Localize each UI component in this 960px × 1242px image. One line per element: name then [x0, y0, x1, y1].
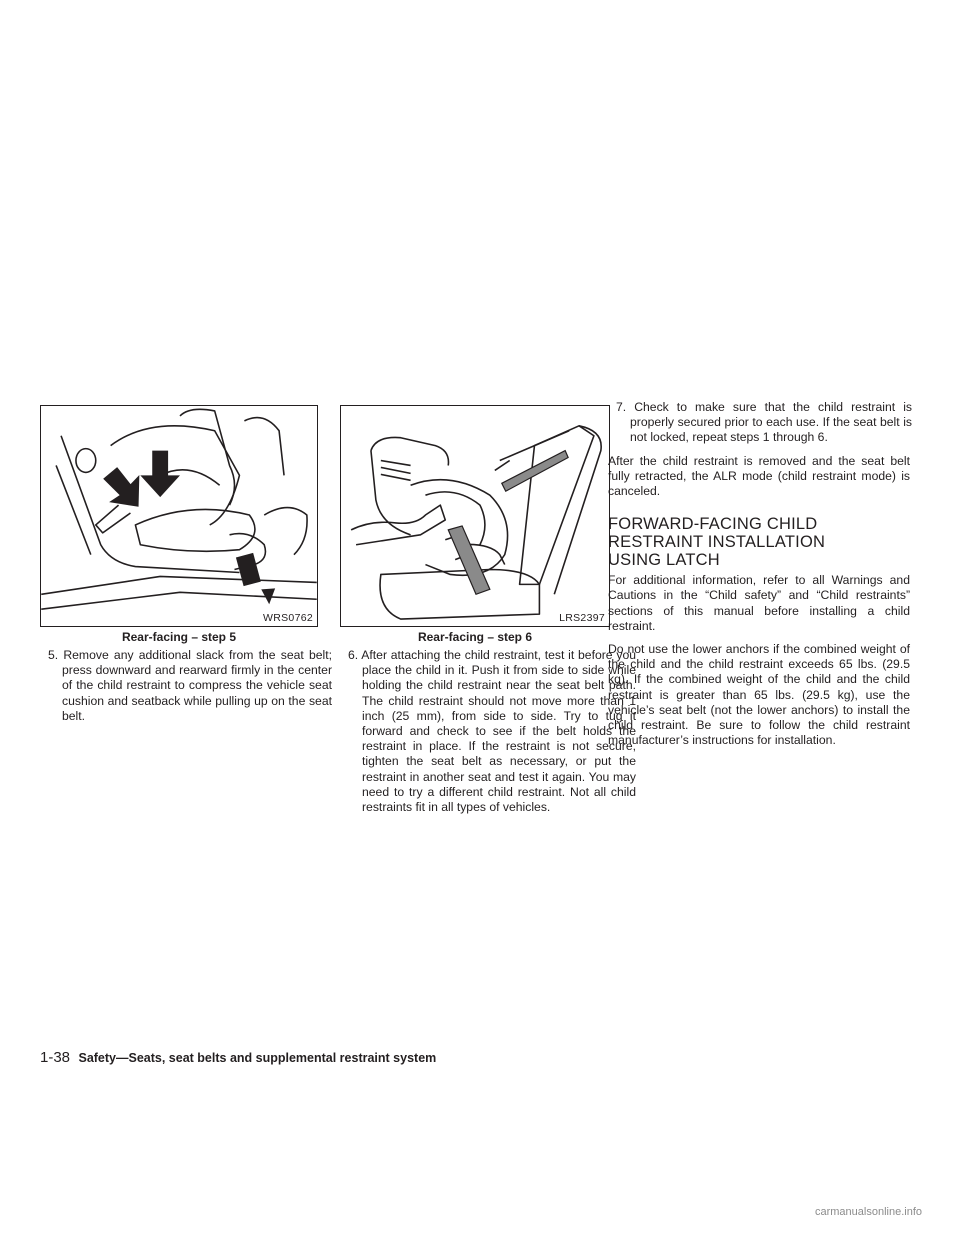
figure-rear-facing-step-6 — [340, 405, 610, 627]
seat-belt-illustration — [41, 406, 317, 626]
figure-code: LRS2397 — [559, 612, 605, 624]
left-column — [40, 405, 340, 724]
footer-section-title: Safety—Seats, seat belts and supplemental restraint system — [78, 1051, 437, 1065]
step-6-text: 6. After attaching the child restraint, test it before you place the child in it. Push it from side to side while holding the child restraint near the seat belt path. The child restraint should not move more than 1 inch (25 mm), from side to side. Try to tug it forward and check to see if the belt holds the restraint in place. If the restraint is not secure, tighten the seat belt as necessary, or put the restraint in another seat and test it again. You may need to try a different child restraint. Not all child restraints fit in all types of vehicles. — [348, 648, 636, 815]
right-column — [608, 400, 914, 748]
section-heading — [608, 515, 914, 569]
section-paragraph-1: For additional information, refer to all Warnings and Cautions in the “Child safety” and “Child restraints” sections of this manual before installing a child restraint. — [608, 573, 910, 633]
figure-code: WRS0762 — [263, 612, 313, 624]
step-5-text: 5. Remove any additional slack from the seat belt; press downward and rearward firmly in the center of the child restraint to compress the vehicle seat cushion and seatback while pulling up on the seat belt. — [48, 648, 332, 723]
page-footer — [40, 1049, 436, 1067]
watermark: carmanualsonline.info — [814, 1206, 922, 1218]
alr-note-text: After the child restraint is removed and the seat belt fully retracted, the ALR mode (child restraint mode) is canceled. — [608, 453, 910, 499]
figure-caption: Rear-facing – step 5 — [121, 630, 237, 644]
section-paragraph-2: Do not use the lower anchors if the combined weight of the child and the child restraint exceeds 65 lbs. (29.5 kg). If the combined weight of the child and the child restraint is greater than 65 lbs. (29.5 kg), use the vehicle’s seat belt (not the lower anchors) to install the child restraint. Be sure to follow the child restraint manufacturer’s instructions for installation. — [608, 642, 910, 748]
heading-line: RESTRAINT INSTALLATION — [608, 533, 826, 552]
page-number: 1-38 — [40, 1049, 71, 1066]
step-7-text: 7. Check to make sure that the child restraint is properly secured prior to each use. If the seat belt is not locked, repeat steps 1 through 6. — [616, 400, 912, 445]
child-restraint-illustration — [341, 406, 609, 626]
middle-column — [340, 405, 640, 815]
heading-line: FORWARD-FACING CHILD — [608, 515, 818, 534]
heading-line: USING LATCH — [608, 551, 720, 570]
figure-caption: Rear-facing – step 6 — [417, 630, 533, 644]
figure-rear-facing-step-5 — [40, 405, 318, 627]
